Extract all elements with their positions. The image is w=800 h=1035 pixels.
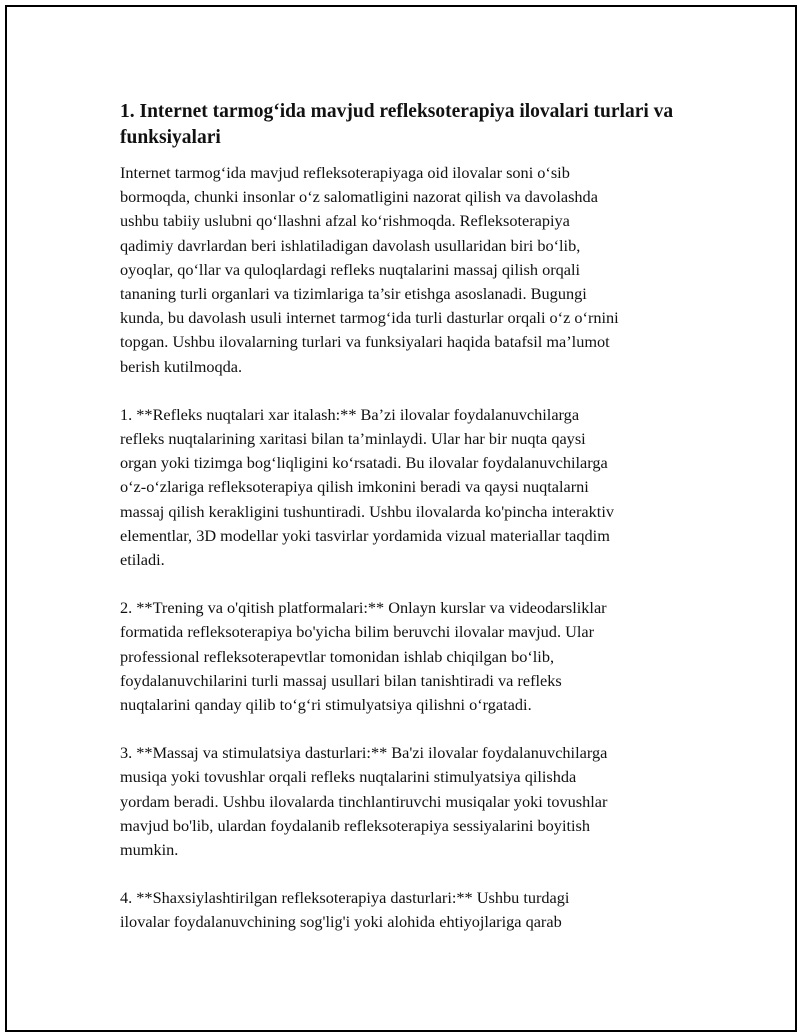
- list-item-training-platforms: 2. **Trening va o'qitish platformalari:** Onlayn kurslar va videodarsliklar formatida refleksoterapiya bo'yicha bilim beruvchi ilovalar mavjud. Ular professional refleksoterapevtlar tomonidan ishlab chiqilgan bo‘lib, foydalanuvchilarini turli massaj usullari bilan tanishtiradi va refleks nuqtalarini qanday qilib to‘g‘ri stimulyatsiya qilishni o‘rgatadi.: [120, 598, 607, 715]
- list-item-massage-stimulation: 3. **Massaj va stimulatsiya dasturlari:** Ba'zi ilovalar foydalanuvchilarga musiqa yoki tovushlar orqali refleks nuqtalarini stimulyatsiya qilishda yordam beradi. Ushbu ilovalarda tinchlantiruvchi musiqalar yoki tovushlar mavjud bo'lib, ulardan foydalanib refleksoterapiya sessiyalarini boyitish mumkin.: [120, 743, 608, 860]
- page-frame: [5, 5, 797, 1032]
- section-heading: 1. Internet tarmog‘ida mavjud refleksoterapiya ilovalari turlari va funksiyalari: [120, 101, 674, 148]
- list-item-personalized-programs: 4. **Shaxsiylashtirilgan refleksoterapiya dasturlari:** Ushbu turdagi ilovalar foydalanuvchining sog'lig'i yoki alohida ehtiyojlariga qarab: [120, 888, 570, 932]
- list-item-reflex-map: 1. **Refleks nuqtalari xar italash:** Ba’zi ilovalar foydalanuvchilarga refleks nuqtalarining xaritasi bilan ta’minlaydi. Ular har bir nuqta qaysi organ yoki tizimga bog‘liqligini ko‘rsatadi. Bu ilovalar foydalanuvchilarga o‘z-o‘zlariga refleksoterapiya qilish imkonini beradi va qaysi nuqtalarni massaj qilish kerakligini tushuntiradi. Ushbu ilovalarda ko'pincha interaktiv elementlar, 3D modellar yoki tasvirlar yordamida vizual materiallar taqdim etiladi.: [120, 404, 614, 570]
- intro-paragraph: Internet tarmog‘ida mavjud refleksoterapiyaga oid ilovalar soni o‘sib bormoqda, chunki insonlar o‘z salomatligini nazorat qilish va davolashda ushbu tabiiy uslubni qo‘llashni afzal ko‘rishmoqda. Refleksoterapiya qadimiy davrlardan beri ishlatiladigan davolash usullaridan biri bo‘lib, oyoqlar, qo‘llar va quloqlardagi refleks nuqtalarini massaj qilish orqali tananing turli organlari va tizimlariga ta’sir etishga asoslanadi. Bugungi kunda, bu davolash usuli internet tarmog‘ida turli dasturlar orqali o‘z o‘rnini topgan. Ushbu ilovalarning turlari va funksiyalari haqida batafsil ma’lumot berish kutilmoqda.: [120, 163, 619, 376]
- document-body: [120, 99, 700, 959]
